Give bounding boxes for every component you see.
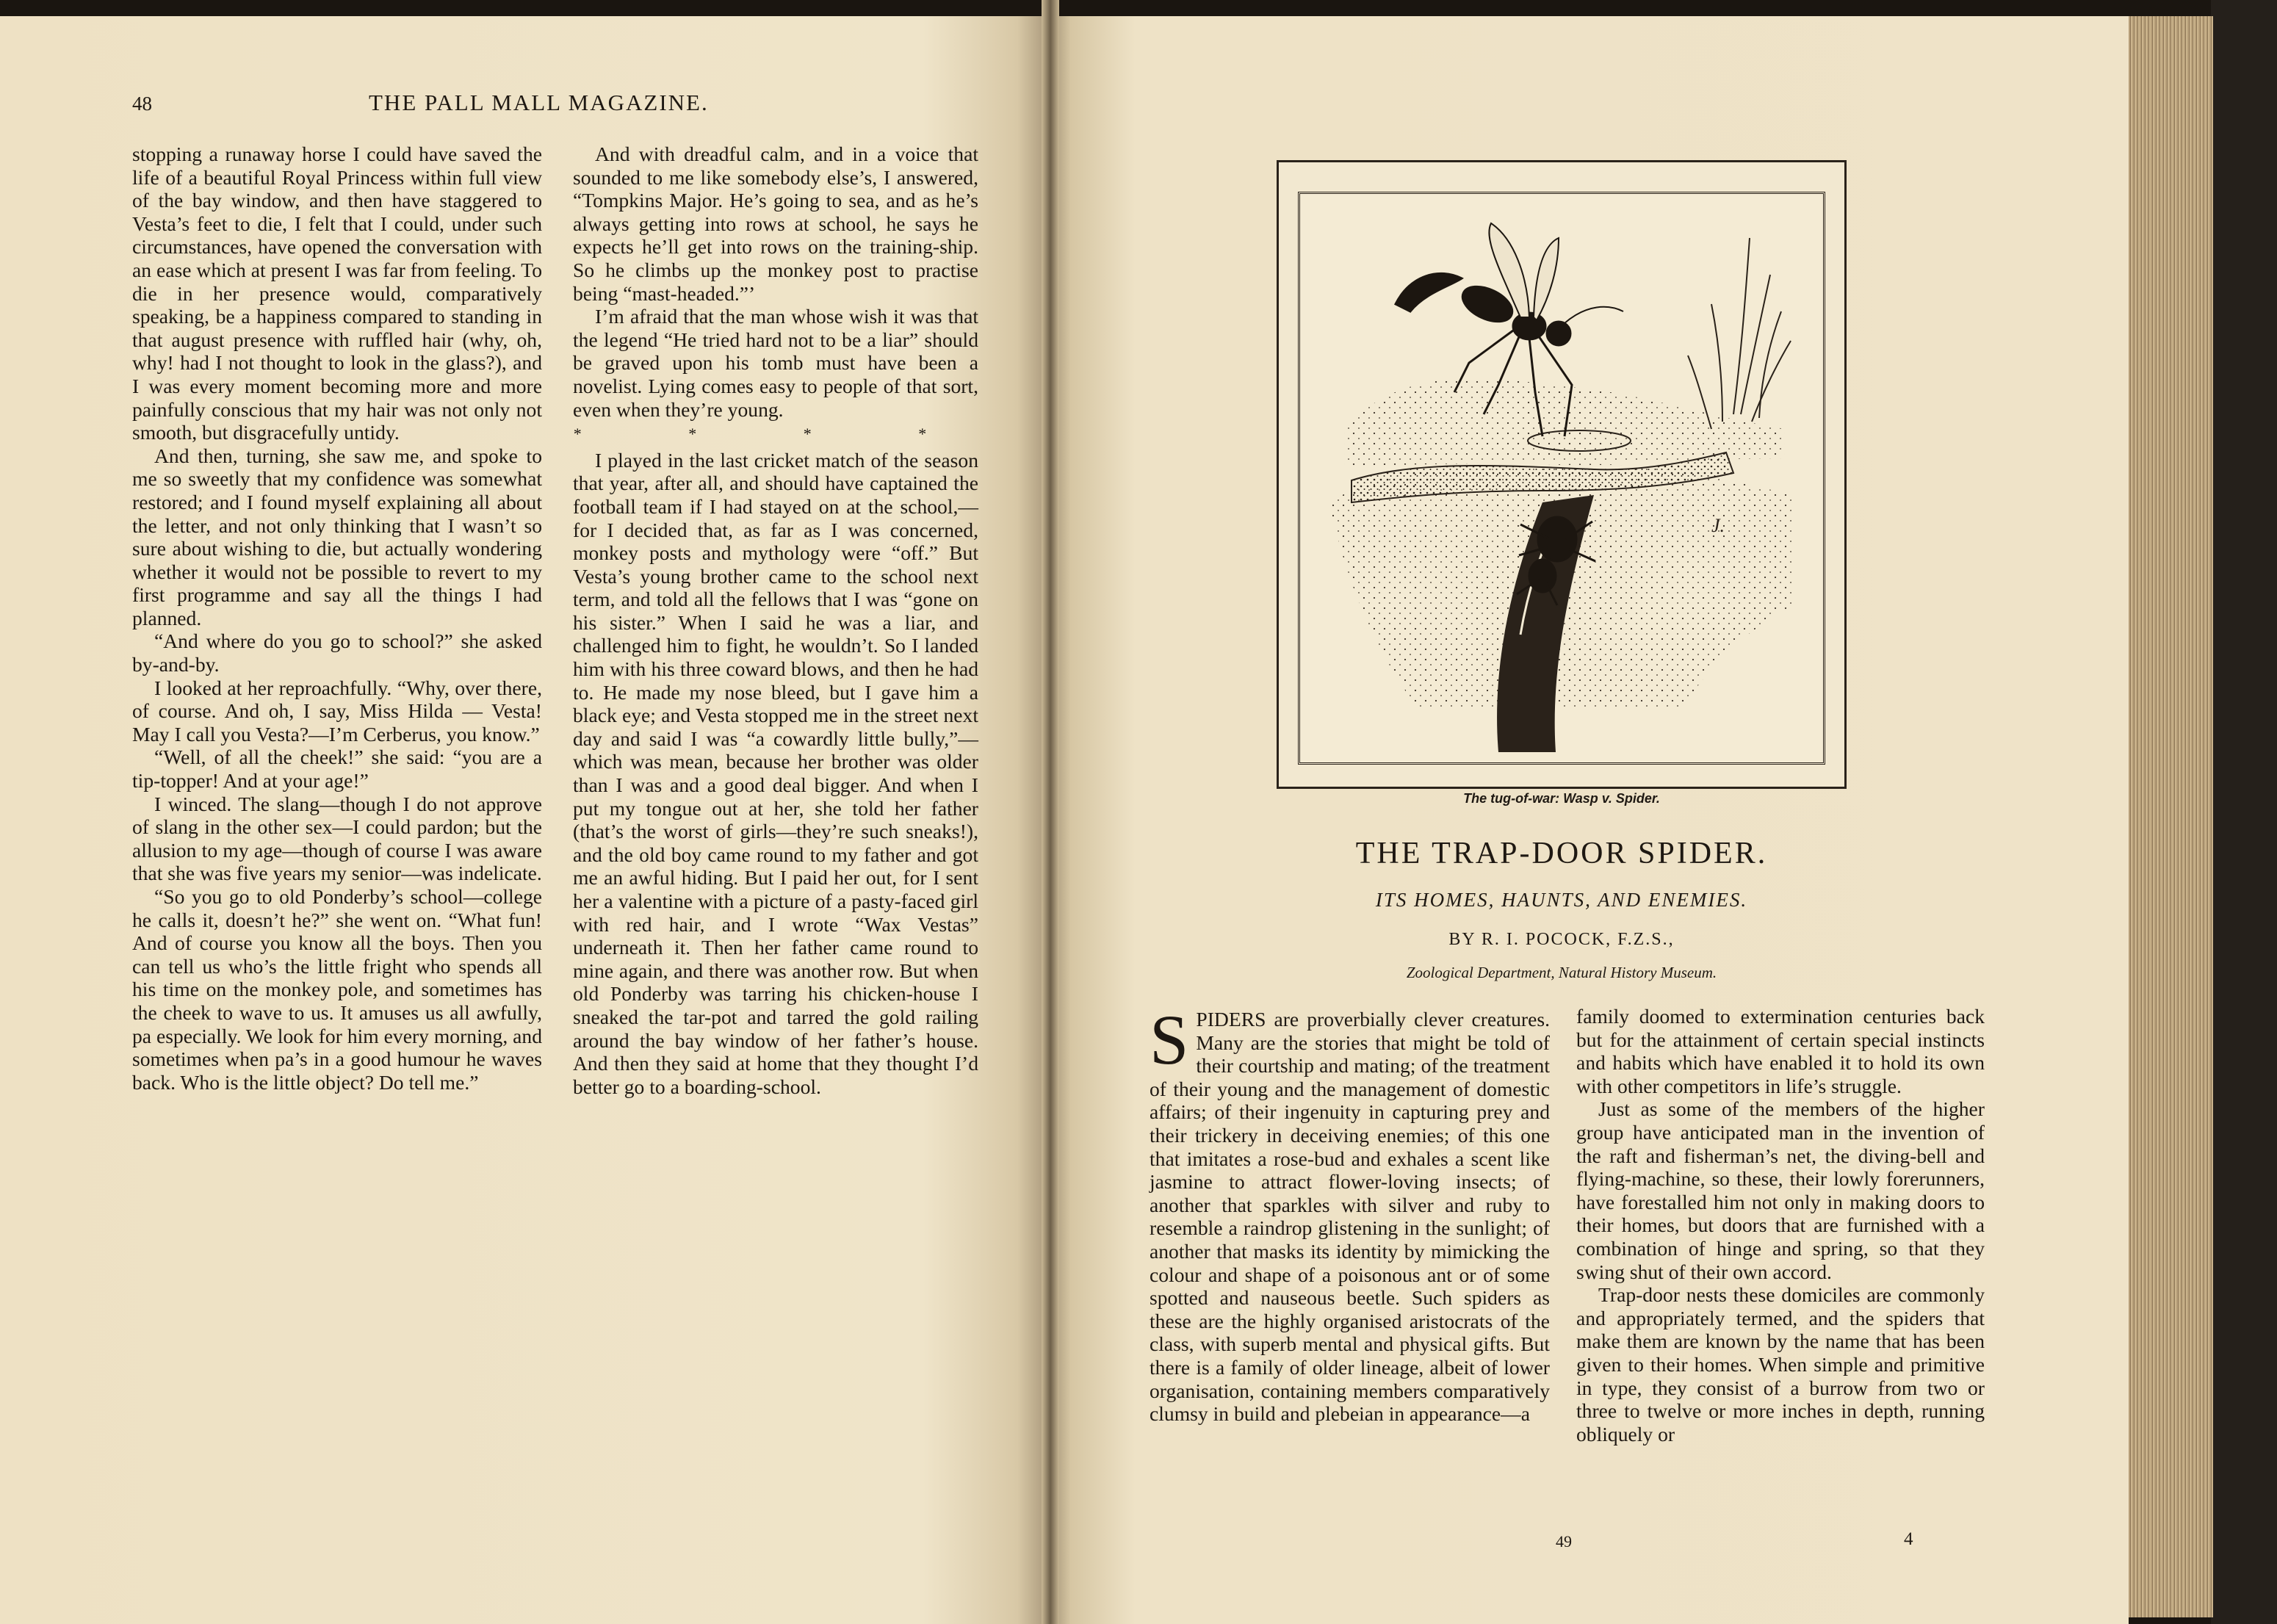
section-break-stars: * * * * <box>573 425 978 444</box>
illustration-caption: The tug-of-war: Wasp v. Spider. <box>1463 791 1660 806</box>
article-subtitle: ITS HOMES, HAUNTS, AND ENEMIES. <box>1375 889 1748 911</box>
paragraph: And then, turning, she saw me, and spoke to me so sweetly that my confidence was somewhat restored; and I found myself explaining all about the letter, and not only thinking that I wasn’t so sure about wishing to die, but actually wondering whether it would not be possible to revert to my first programme and say all the things I had planned. <box>132 444 542 629</box>
book-cover <box>2211 0 2277 1624</box>
drop-cap: S <box>1150 1000 1189 1079</box>
page-edges <box>2123 16 2213 1617</box>
wasp-spider-engraving <box>1300 194 1822 762</box>
page-number-left: 48 <box>132 93 152 115</box>
paragraph: family doomed to extermination centuries back but for the attainment of certain special instincts and habits which have enabled it to hold its own with other competitors in life’s struggle. <box>1576 1005 1985 1097</box>
illustration-frame <box>1277 160 1847 789</box>
paragraph: stopping a runaway horse I could have saved the life of a beautiful Royal Princess within full view of the bay window, and then have staggered to Vesta’s feet to die, I felt that I could, under such circumstances, have opened the conversation with an ease which at present I was far from feeling. To die in her presence would, comparatively speaking, be a happiness compared to standing in that august presence with ruffled hair (why, oh, why! had I not thought to look in the glass?), and I was every moment becoming more and more painfully conscious that my hair was not only not smooth, but disgracefully untidy. <box>132 142 542 444</box>
book-gutter <box>1042 0 1059 1624</box>
paragraph: Trap-door nests these domiciles are commonly and appropriately termed, and the spiders that make them are known by the name that has been given to their homes. When simple and primitive in type, they consist of a burrow from two or three to twelve or more inches in depth, running obliquely or <box>1576 1283 1985 1446</box>
opening-paragraph <box>1150 1000 1550 1426</box>
engraver-initial: J. <box>1711 515 1725 536</box>
paragraph: And with dreadful calm, and in a voice that sounded to me like somebody else’s, I answered, “Tompkins Major. He’s going to sea, and as he’s always getting into rows at school, he says he expects he’ll get into rows on the training-ship. So he climbs up the monkey post to practise being “mast-headed.”’ <box>573 142 978 305</box>
left-page <box>0 16 1049 1624</box>
illustration <box>1298 192 1825 765</box>
page-number-right: 49 <box>1556 1532 1572 1551</box>
paragraph: “And where do you go to school?” she asked by-and-by. <box>132 629 542 676</box>
article-title: THE TRAP-DOOR SPIDER. <box>1355 837 1768 870</box>
right-column-1 <box>1150 1000 1550 1426</box>
paragraph-text: PIDERS are proverbially clever creatures. Many are the stories that might be told of their courtship and mating; of the treatment of their young and the management of domestic affairs; of their ingenuity in capturing prey and their trickery in deceiving enemies; of this one that imitates a rose-bud and exhales a scent like jasmine to attract flower-loving insects; of another that sparkles with silver and ruby to resemble a raindrop glistening in the sunlight; of another that masks its identity by mimicking the colour and shape of a poisonous ant or of some spotted and nauseous beetle. Such spiders as these are the highly organised aristocrats of the class, with superb mental and physical gifts. But there is a family of older lineage, albeit of lower organisation, containing members comparatively clumsy in build and plebeian in appearance—a <box>1150 1008 1550 1426</box>
running-head: THE PALL MALL MAGAZINE. <box>369 90 709 115</box>
paragraph: I played in the last cricket match of the season that year, after all, and should have captained the football team if I had stayed on at the school,—for I decided that, as far as I was concerned, monkey posts and mythology were “off.” But Vesta’s young brother came to the school next term, and told all the fellows that I was “gone on his sister.” When I said he was a liar, and challenged him to fight, he wouldn’t. So I landed him with his three coward blows, and then he had to. He made my nose bleed, but I gave him a black eye; and Vesta stopped me in the street next day and said I was “a cowardly little bully,”—which was mean, because her brother was older than I was and a good deal bigger. And when I put my tongue out at her, she told her father (that’s the worst of girls—they’re such sneaks!), and the old boy came round to my father and got me an awful hiding. But I paid her out, for I sent her a valentine with a picture of a pasty-faced girl with red hair, and I wrote “Wax Vestas” underneath it. Then her father came round to mine again, and there was another row. But when old Ponderby was tarring his chicken-house I sneaked the tar-pot and tarred the gold railing around the bay window of her father’s house. And then they said at home that they thought I’d better go to a boarding-school. <box>573 448 978 1098</box>
paragraph: I winced. The slang—though I do not approve of slang in the other sex—I could pardon; but the allusion to my age—though of course I was aware that she was five years my senior—was indelicate. <box>132 792 542 885</box>
author-affiliation: Zoological Department, Natural History Museum. <box>1406 964 1717 981</box>
paragraph: “Well, of all the cheek!” she said: “you are a tip-topper! And at your age!” <box>132 746 542 793</box>
signature-mark: 4 <box>1904 1529 1913 1549</box>
left-column-2 <box>573 142 978 1098</box>
paragraph: I’m afraid that the man whose wish it was that the legend “He tried hard not to be a liar” should be graved upon his tomb must have been a novelist. Lying comes easy to people of that sort, even when they’re young. <box>573 305 978 421</box>
paragraph: “So you go to old Ponderby’s school—college he calls it, doesn’t he?” she went on. “What fun! And of course you know all the boys. Then you can tell us who’s the little fright who spends all his time on the monkey pole, and sometimes has the cheek to wave to us. It amuses us all awfully, pa especially. We look for him every morning, and sometimes when pa’s in a good humour he waves back. Who is the little object? Do tell me.” <box>132 885 542 1094</box>
author-byline: BY R. I. POCOCK, F.Z.S., <box>1448 930 1675 949</box>
paragraph: I looked at her reproachfully. “Why, over there, of course. And oh, I say, Miss Hilda — Vesta! May I call you Vesta?—I’m Cerberus, you know.” <box>132 676 542 746</box>
right-column-2 <box>1576 1005 1985 1446</box>
left-column-1 <box>132 142 542 1094</box>
paragraph: Just as some of the members of the higher group have anticipated man in the invention of the raft and fisherman’s net, the diving-bell and flying-machine, so these, their lowly forerunners, have forestalled him not only in making doors to their homes, but doors that are furnished with a combination of hinge and spring, so that they swing shut of their own accord. <box>1576 1097 1985 1283</box>
